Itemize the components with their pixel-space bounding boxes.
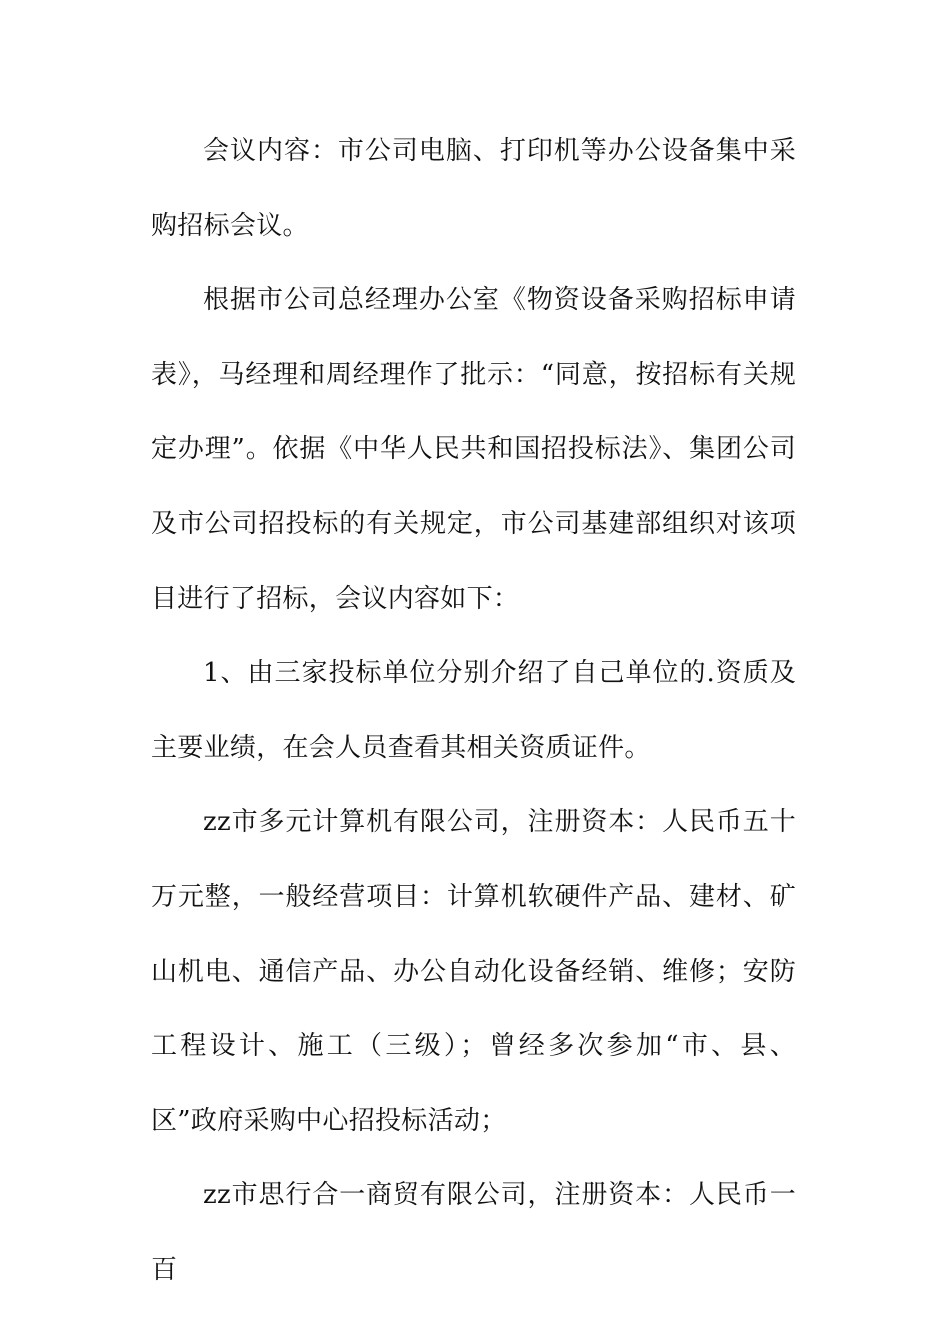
paragraph-company-duoyuan: zz市多元计算机有限公司，注册资本：人民币五十万元整，一般经营项目：计算机软硬件产品、建材、矿山机电、通信产品、办公自动化设备经销、维修；安防工程设计、施工（三级）；曾经多次参加“市、县、区”政府采购中心招投标活动； xyxy=(151,807,796,1136)
paragraph-company-sixing: zz市思行合一商贸有限公司，注册资本：人民币一百 xyxy=(151,1180,796,1285)
paragraph-approval-background: 根据市公司总经理办公室《物资设备采购招标申请表》，马经理和周经理作了批示：“同意，按招标有关规定办理”。依据《中华人民共和国招投标法》、集团公司及市公司招投标的有关规定，市公司基建部组织对该项目进行了招标，会议内容如下： xyxy=(151,285,796,614)
paragraph-item-1: 1、由三家投标单位分别介绍了自己单位的.资质及主要业绩，在会人员查看其相关资质证件。 xyxy=(151,658,796,763)
paragraph-meeting-content: 会议内容：市公司电脑、打印机等办公设备集中采购招标会议。 xyxy=(151,136,796,241)
document-body xyxy=(151,114,796,1308)
